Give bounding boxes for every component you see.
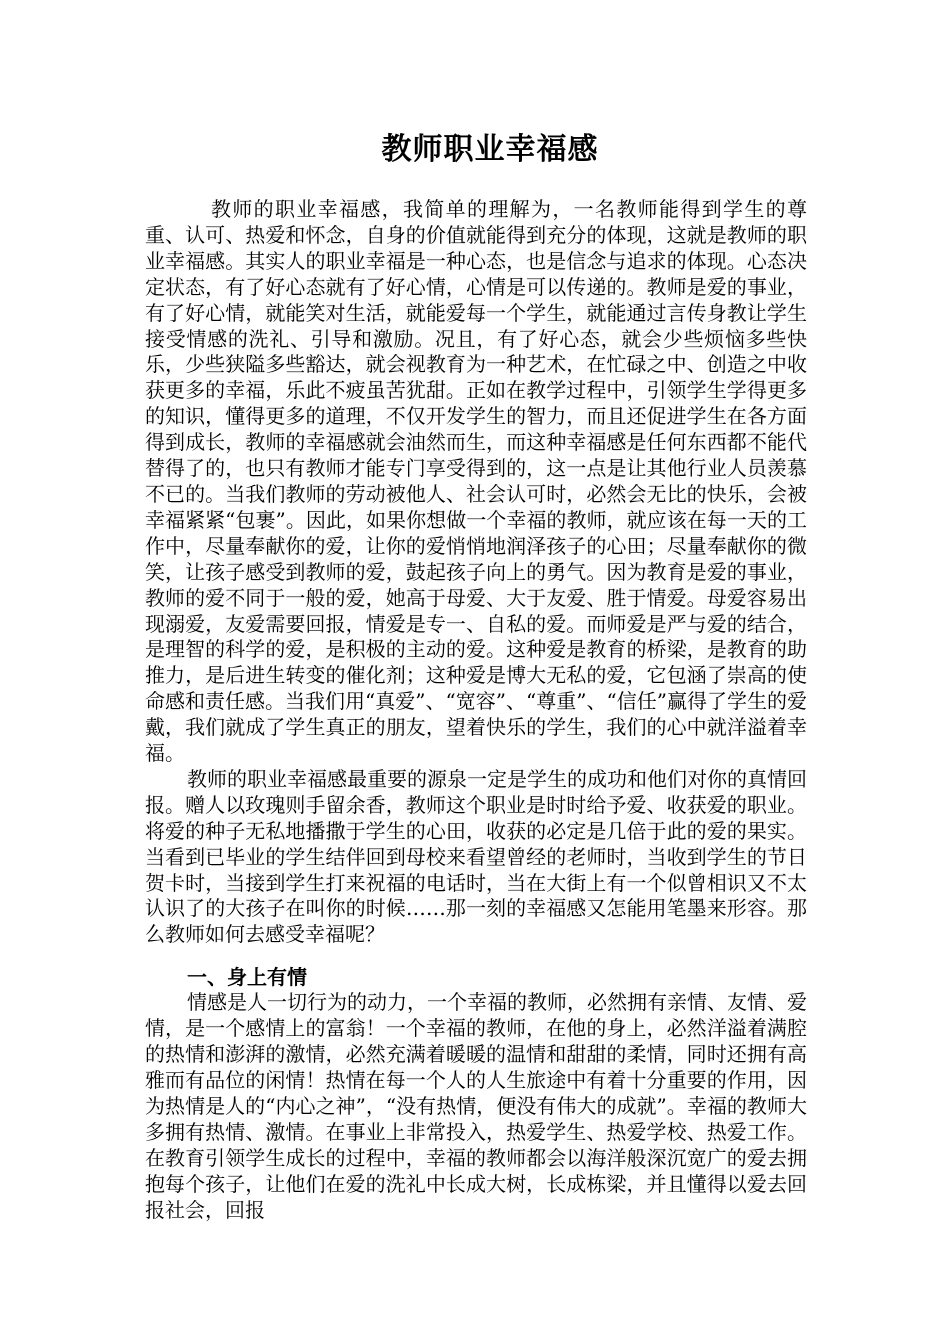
paragraph-intro: 教师的职业幸福感，我简单的理解为，一名教师能得到学生的尊重、认可、热爱和怀念，自身的价值就能得到充分的体现，这就是教师的职业幸福感。其实人的职业幸福是一种心态，也是信念与追求的体现。心态决定状态，有了好心态就有了好心情，心情是可以传递的。教师是爱的事业，有了好心情，就能笑对生活，就能爱每一个学生，就能通过言传身教让学生接受情感的洗礼、引导和激励。况且，有了好心态，就会少些烦恼多些快乐，少些狭隘多些豁达，就会视教育为一种艺术，在忙碌之中、创造之中收获更多的幸福，乐此不疲虽苦犹甜。正如在教学过程中，引领学生学得更多的知识，懂得更多的道理，不仅开发学生的智力，而且还促进学生在各方面得到成长，教师的幸福感就会油然而生，而这种幸福感是任何东西都不能代替得了的，也只有教师才能专门享受得到的，这一点是让其他行业人员羡慕不已的。当我们教师的劳动被他人、社会认可时，必然会无比的快乐，会被幸福紧紧“包裹”。因此，如果你想做一个幸福的教师，就应该在每一天的工作中，尽量奉献你的爱，让你的爱悄悄地润泽孩子的心田；尽量奉献你的微笑，让孩子感受到教师的爱，鼓起孩子向上的勇气。因为教育是爱的事业，教师的爱不同于一般的爱，她高于母爱、大于友爱、胜于情爱。母爱容易出现溺爱，友爱需要回报，情爱是专一、自私的爱。而师爱是严与爱的结合，是理智的科学的爱，是积极的主动的爱。这种爱是教育的桥梁，是教育的助推力，是后进生转变的催化剂；这种爱是博大无私的爱，它包涵了崇高的使命感和责任感。当我们用“真爱”、“宽容”、“尊重”、“信任”赢得了学生的爱戴，我们就成了学生真正的朋友，望着快乐的学生，我们的心中就洋溢着幸福。 — [145, 197, 807, 766]
document-body — [145, 197, 807, 1223]
paragraph-source-of-happiness: 教师的职业幸福感最重要的源泉一定是学生的成功和他们对你的真情回报。赠人以玫瑰则手留余香，教师这个职业是时时给予爱、收获爱的职业。将爱的种子无私地播撒于学生的心田，收获的必定是几倍于此的爱的果实。当看到已毕业的学生结伴回到母校来看望曾经的老师时，当收到学生的节日贺卡时，当接到学生打来祝福的电话时，当在大街上有一个似曾相识又不太认识了的大孩子在叫你的时候……那一刻的幸福感又怎能用笔墨来形容。那么教师如何去感受幸福呢？ — [145, 766, 807, 947]
document-title: 教师职业幸福感 — [381, 132, 599, 167]
section-heading: 一、身上有情 — [187, 965, 307, 990]
paragraph-section-one: 情感是人一切行为的动力，一个幸福的教师，必然拥有亲情、友情、爱情，是一个感情上的富翁！一个幸福的教师，在他的身上，必然洋溢着满腔的热情和澎湃的激情，必然充满着暖暖的温情和甜甜的柔情，同时还拥有高雅而有品位的闲情！热情在每一个人的人生旅途中有着十分重要的作用，因为热情是人的“内心之神”，“没有热情，便没有伟大的成就”。幸福的教师大多拥有热情、激情。在事业上非常投入，热爱学生、热爱学校、热爱工作。在教育引领学生成长的过程中，幸福的教师都会以海洋般深沉宽广的爱去拥抱每个孩子，让他们在爱的洗礼中长成大树，长成栋梁，并且懂得以爱去回报社会，回报 — [145, 990, 807, 1222]
